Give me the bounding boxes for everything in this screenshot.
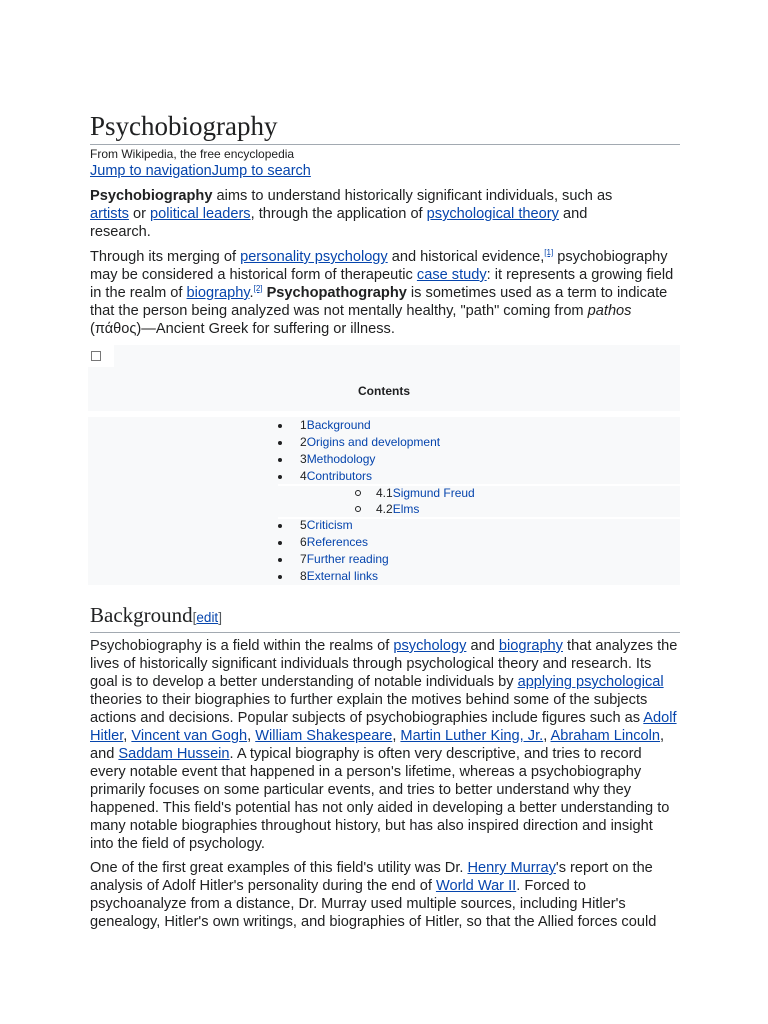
text: 's report on the analysis of Adolf Hitler's personality during the end of (90, 860, 653, 894)
edit-bracket: [ (192, 610, 197, 625)
toc-item[interactable] (278, 568, 475, 585)
toc-link[interactable]: Origins and development (306, 435, 441, 449)
text: Through its merging of (90, 249, 241, 265)
toc-item[interactable] (278, 468, 475, 485)
text: that analyzes the lives of historically significant individuals through psychological theory and research. Its goal is to develop a better understanding of notable individuals by (90, 638, 678, 690)
toc-item[interactable] (278, 434, 475, 451)
toc-item[interactable] (278, 417, 475, 434)
abraham-lincoln-link[interactable]: Abraham Lincoln (550, 728, 661, 744)
edit-section (193, 610, 222, 625)
biography-link[interactable]: biography (498, 638, 563, 654)
toc-link[interactable]: Background (306, 418, 371, 432)
vincent-van-gogh-link[interactable]: Vincent van Gogh (131, 728, 248, 744)
text: is sometimes used as a term to indicate that the person being analyzed was not mentally healthy, "path" coming from (90, 285, 668, 319)
background-paragraph-1 (90, 637, 680, 853)
edit-link[interactable]: edit (196, 610, 219, 625)
toc-number: 7 (300, 552, 307, 566)
case-study-link[interactable]: case study (416, 267, 487, 283)
applying-psychological-link[interactable]: applying psychological (517, 674, 664, 690)
toc-link[interactable]: Contributors (306, 469, 373, 483)
toc-number: 4.1 (376, 486, 393, 500)
text: , through the application of (250, 206, 427, 222)
text: (πάθος)—Ancient Greek for suffering or illness. (90, 321, 395, 337)
toc-title: Contents (358, 384, 410, 398)
artists-link[interactable]: artists (90, 206, 129, 222)
toc-number: 5 (300, 518, 307, 532)
jump-links (90, 162, 311, 180)
toc-link[interactable]: Criticism (306, 518, 353, 532)
text: and research. (90, 206, 588, 240)
toc-item[interactable] (278, 517, 475, 534)
toc-item[interactable] (278, 551, 475, 568)
jump-to-search-link[interactable]: Jump to search (211, 163, 311, 179)
text: , (543, 728, 551, 744)
text: One of the first great examples of this field's utility was Dr. (90, 860, 468, 876)
reference-1-link[interactable]: [1] (544, 248, 554, 258)
toc-list (278, 417, 475, 585)
text: , (247, 728, 256, 744)
italic-term: pathos (587, 303, 632, 319)
henry-murray-link[interactable]: Henry Murray (467, 860, 556, 876)
toc-link[interactable]: Sigmund Freud (392, 486, 475, 500)
toc-link[interactable]: Further reading (306, 552, 389, 566)
biography-link[interactable]: biography (186, 285, 250, 301)
text: . (249, 285, 254, 301)
toc-link[interactable]: References (306, 535, 369, 549)
text: theories to their biographies to further explain the motives behind some of the subjects actions and decisions. Popular subjects of psychobiographies include figures such as (90, 692, 648, 726)
martin-luther-king-link[interactable]: Martin Luther King, Jr. (400, 728, 544, 744)
jump-to-navigation-link[interactable]: Jump to navigation (90, 163, 212, 179)
political-leaders-link[interactable]: political leaders (150, 206, 251, 222)
toc-link[interactable]: Methodology (306, 452, 376, 466)
text: , and (90, 728, 665, 762)
text: or (128, 206, 151, 222)
text: : it represents a growing field in the realm of (90, 267, 674, 301)
text: and (466, 638, 499, 654)
psychological-theory-link[interactable]: psychological theory (426, 206, 559, 222)
intro-paragraph-1 (90, 187, 630, 241)
toc-item[interactable] (278, 451, 475, 468)
saddam-hussein-link[interactable]: Saddam Hussein (118, 746, 230, 762)
psychology-link[interactable]: psychology (393, 638, 467, 654)
text: aims to understand historically significant individuals, such as (212, 188, 613, 204)
william-shakespeare-link[interactable]: William Shakespeare (255, 728, 393, 744)
bold-term: Psychopathography (266, 285, 407, 301)
adolf-hitler-link[interactable]: Adolf Hitler (90, 710, 677, 744)
text: , (392, 728, 401, 744)
toc-number: 6 (300, 535, 307, 549)
text: . A typical biography is often very descriptive, and tries to record every notable event that happened in a person's lifetime, whereas a psychobiography primarily focuses on some particular events, and tries to better understand why they happened. This field's potential has not only aided in developing a better understanding to many notable biographies throughout history, but has also inspired direction and insight into the field of psychology. (90, 746, 670, 852)
toc-link[interactable]: External links (306, 569, 379, 583)
intro-paragraph-2 (90, 248, 680, 338)
toc-toggle-checkbox[interactable] (91, 351, 101, 361)
toc-number: 4 (300, 469, 307, 483)
heading-text: Background (90, 603, 193, 627)
section-heading-background (90, 602, 680, 633)
toc-subitem[interactable] (278, 501, 475, 517)
text: . Forced to psychoanalyze from a distance, Dr. Murray used multiple sources, including Hitler's genealogy, Hitler's own writings, and biographies of Hitler, so that the Allied forces could (90, 878, 657, 930)
page-title: Psychobiography (90, 111, 680, 145)
toc-number: 8 (300, 569, 307, 583)
text: Psychobiography is a field within the realms of (90, 638, 394, 654)
toc-number: 4.2 (376, 502, 393, 516)
text: psychobiography may be considered a historical form of therapeutic (90, 249, 668, 283)
text: and historical evidence, (387, 249, 545, 265)
site-tagline: From Wikipedia, the free encyclopedia (90, 147, 295, 161)
toc-number: 2 (300, 435, 307, 449)
reference-2-link[interactable]: [2] (253, 284, 263, 294)
text: , (123, 728, 132, 744)
edit-bracket: ] (218, 610, 222, 625)
toc-item[interactable] (278, 534, 475, 551)
table-of-contents (88, 345, 680, 585)
toc-toggle-area (88, 345, 114, 367)
toc-subitem[interactable] (278, 485, 475, 501)
bold-term: Psychobiography (90, 188, 213, 204)
background-paragraph-2 (90, 859, 680, 931)
toc-link[interactable]: Elms (392, 502, 420, 516)
world-war-ii-link[interactable]: World War II (435, 878, 517, 894)
toc-number: 3 (300, 452, 307, 466)
toc-number: 1 (300, 418, 307, 432)
personality-psychology-link[interactable]: personality psychology (240, 249, 388, 265)
